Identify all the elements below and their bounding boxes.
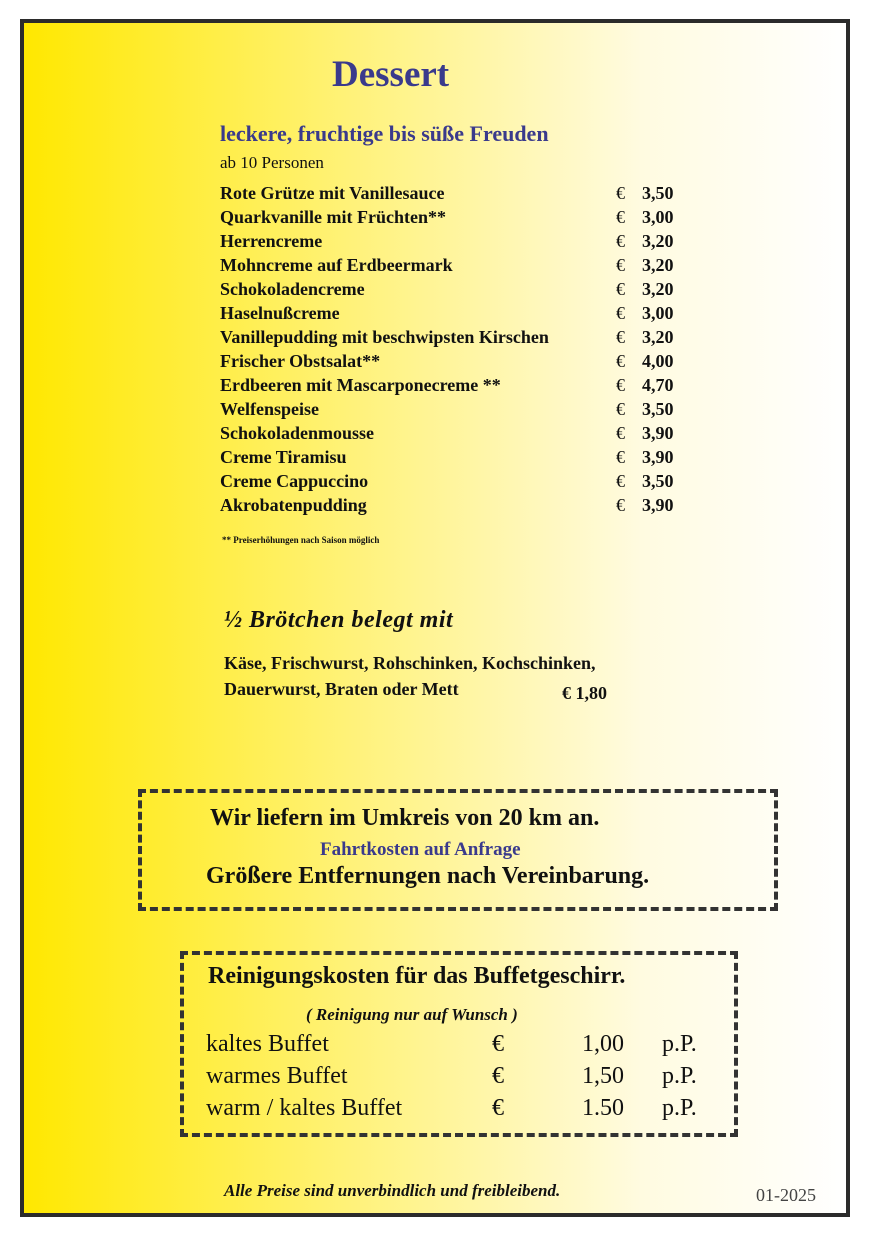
list-item [220,255,690,279]
list-item [220,495,690,519]
item-name: Rote Grütze mit Vanillesauce [220,183,445,203]
cleaning-row-price: 1,50 [582,1063,624,1089]
item-price: 3,90 [642,447,674,467]
page-title: Dessert [332,54,450,95]
menu-page [20,19,850,1217]
cleaning-row-price: 1,00 [582,1031,624,1057]
cleaning-row-price: 1.50 [582,1095,624,1121]
item-name: Schokoladenmousse [220,423,375,443]
item-currency: € [616,471,625,491]
version-date: 01-2025 [756,1185,816,1205]
item-currency: € [616,423,625,443]
cleaning-row-currency: € [492,1063,504,1089]
item-price: 3,20 [642,255,674,275]
item-name: Mohncreme auf Erdbeermark [220,255,453,275]
item-currency: € [616,351,625,371]
item-currency: € [616,183,625,203]
list-item [220,471,690,495]
item-currency: € [616,375,625,395]
list-item [220,423,690,447]
list-item [220,231,690,255]
item-name: Schokoladencreme [220,279,365,299]
item-price: 4,70 [642,375,674,395]
price-footnote: ** Preiserhöhungen nach Saison möglich [222,535,380,545]
cleaning-row-name: kaltes Buffet [206,1031,329,1057]
item-price: 3,90 [642,423,674,443]
item-price: 3,20 [642,231,674,251]
cleaning-row-currency: € [492,1095,504,1121]
rolls-toppings-line: Käse, Frischwurst, Rohschinken, Kochschinken, [224,653,596,673]
list-item [220,351,690,375]
item-price: 3,00 [642,207,674,227]
cleaning-row-currency: € [492,1031,504,1057]
item-price: 4,00 [642,351,674,371]
item-currency: € [616,495,625,515]
list-item [220,303,690,327]
rolls-heading: ½ Brötchen belegt mit [224,607,454,633]
item-name: Herrencreme [220,231,323,251]
item-name: Erdbeeren mit Mascarponecreme ** [220,375,501,395]
cleaning-row [206,1063,726,1095]
cleaning-subtitle: ( Reinigung nur auf Wunsch ) [306,1005,518,1024]
item-name: Welfenspeise [220,399,319,419]
rolls-price: € 1,80 [562,683,607,703]
item-currency: € [616,279,625,299]
list-item [220,375,690,399]
item-price: 3,20 [642,279,674,299]
item-price: 3,90 [642,495,674,515]
item-currency: € [616,255,625,275]
item-name: Frischer Obstsalat** [220,351,381,371]
list-item [220,207,690,231]
list-item [220,279,690,303]
cleaning-row-unit: p.P. [662,1095,697,1121]
delivery-distance-text: Größere Entfernungen nach Vereinbarung. [206,863,650,889]
list-item [220,447,690,471]
cleaning-row [206,1031,726,1063]
item-price: 3,50 [642,399,674,419]
item-name: Quarkvanille mit Früchten** [220,207,446,227]
cleaning-row-unit: p.P. [662,1063,697,1089]
section-subtitle: leckere, fruchtige bis süße Freuden [220,121,549,146]
item-name: Vanillepudding mit beschwipsten Kirschen [220,327,549,347]
list-item [220,399,690,423]
price-disclaimer: Alle Preise sind unverbindlich und freibleibend. [224,1181,561,1200]
item-price: 3,20 [642,327,674,347]
item-price: 3,50 [642,471,674,491]
rolls-toppings-line: Dauerwurst, Braten oder Mett [224,679,459,699]
item-currency: € [616,327,625,347]
item-currency: € [616,207,625,227]
item-name: Creme Cappuccino [220,471,369,491]
list-item [220,327,690,351]
item-price: 3,00 [642,303,674,323]
item-currency: € [616,231,625,251]
cleaning-row-unit: p.P. [662,1031,697,1057]
dessert-list [220,183,690,519]
item-name: Akrobatenpudding [220,495,367,515]
cleaning-row-name: warmes Buffet [206,1063,348,1089]
item-name: Haselnußcreme [220,303,340,323]
cleaning-row-name: warm / kaltes Buffet [206,1095,403,1121]
item-currency: € [616,399,625,419]
delivery-radius-text: Wir liefern im Umkreis von 20 km an. [210,805,600,831]
minimum-persons-note: ab 10 Personen [220,153,324,172]
list-item [220,183,690,207]
cleaning-title: Reinigungskosten für das Buffetgeschirr. [208,963,626,989]
item-currency: € [616,303,625,323]
delivery-cost-text: Fahrtkosten auf Anfrage [320,839,521,860]
item-currency: € [616,447,625,467]
item-price: 3,50 [642,183,674,203]
item-name: Creme Tiramisu [220,447,347,467]
cleaning-row [206,1095,726,1127]
